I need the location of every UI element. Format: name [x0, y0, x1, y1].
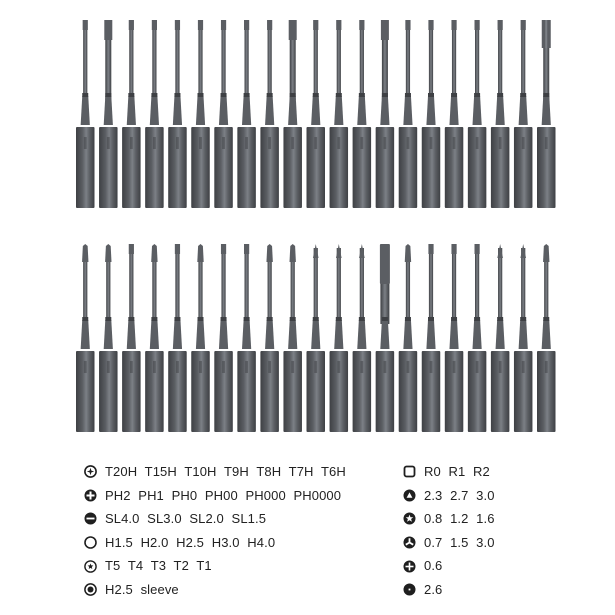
- bit-tri: [353, 244, 372, 432]
- bit-flat: [99, 20, 118, 208]
- bit-tri: [307, 244, 326, 432]
- bit-torx: [468, 20, 487, 208]
- legend-text: 0.7 1.5 3.0: [424, 534, 495, 550]
- bit-phillips: [99, 244, 118, 432]
- bit-phillips: [76, 244, 95, 432]
- legend-row-torx: [84, 460, 346, 484]
- legend-text: PH2 PH1 PH0 PH00 PH000 PH0000: [105, 487, 342, 503]
- bit-torx: [307, 20, 326, 208]
- bit-torx: [330, 20, 349, 208]
- bit-tri: [514, 244, 533, 432]
- legend-text: 0.6: [424, 558, 443, 574]
- phillips-icon: [84, 489, 97, 502]
- cross-y-icon: [403, 560, 416, 573]
- sleeve-icon: [84, 583, 97, 596]
- bit-torx: [353, 20, 372, 208]
- legend-text: 2.6: [424, 581, 443, 597]
- legend-row-slotted: [84, 507, 346, 531]
- bit-flat: [283, 20, 302, 208]
- bit-torx: [468, 244, 487, 432]
- bit-torx: [214, 20, 233, 208]
- bit-row-1: [76, 20, 556, 208]
- bit-sleeve: [376, 244, 395, 432]
- torx-icon: [84, 465, 97, 478]
- bit-torx: [491, 20, 510, 208]
- legend-row-hex: [84, 531, 346, 555]
- legend-text: T20H T15H T10H T9H T8H T7H T6H: [105, 464, 346, 479]
- legend-text: R0 R1 R2: [424, 464, 490, 479]
- legend-text: T5 T4 T3 T2 T1: [105, 558, 212, 574]
- legend-text: H1.5 H2.0 H2.5 H3.0 H4.0: [105, 534, 276, 550]
- bit-hex: [537, 20, 556, 208]
- bit-torx: [237, 20, 256, 208]
- legend-row-square: [403, 460, 495, 484]
- bit-torx: [514, 20, 533, 208]
- bit-phillips: [537, 244, 556, 432]
- bit-torx: [445, 20, 464, 208]
- legend-row-sleeve: [84, 578, 346, 602]
- bit-legend-left: [84, 460, 346, 602]
- bit-torx: [122, 20, 141, 208]
- bit-torx: [399, 20, 418, 208]
- legend-text: H2.5 sleeve: [105, 581, 179, 597]
- bit-tri: [491, 244, 510, 432]
- tri-wing-icon: [403, 536, 416, 549]
- bit-tri: [330, 244, 349, 432]
- bit-torx: [214, 244, 233, 432]
- bit-torx: [260, 20, 279, 208]
- bit-torx: [237, 244, 256, 432]
- legend-row-triangle: [403, 484, 495, 508]
- bit-torx: [168, 20, 187, 208]
- bit-phillips: [191, 244, 210, 432]
- triangle-icon: [403, 489, 416, 502]
- bit-torx: [422, 244, 441, 432]
- slot-round-icon: [403, 583, 416, 596]
- pentalobe-icon: [403, 512, 416, 525]
- bit-phillips: [260, 244, 279, 432]
- bit-torx: [168, 244, 187, 432]
- bit-torx: [122, 244, 141, 432]
- bit-phillips: [283, 244, 302, 432]
- bit-torx: [145, 20, 164, 208]
- legend-row-slot-round: [403, 578, 495, 602]
- bit-phillips: [399, 244, 418, 432]
- bit-torx: [422, 20, 441, 208]
- hex-icon: [84, 536, 97, 549]
- legend-row-phillips: [84, 484, 346, 508]
- slotted-icon: [84, 512, 97, 525]
- bit-phillips: [145, 244, 164, 432]
- legend-row-star-outline: [84, 554, 346, 578]
- legend-text: 0.8 1.2 1.6: [424, 511, 495, 527]
- bit-row-2: [76, 244, 556, 432]
- legend-row-pentalobe: [403, 507, 495, 531]
- legend-text: SL4.0 SL3.0 SL2.0 SL1.5: [105, 511, 267, 527]
- square-icon: [403, 465, 416, 478]
- bit-legend-right: [403, 460, 495, 602]
- bit-torx: [191, 20, 210, 208]
- bit-flat: [376, 20, 395, 208]
- star-outline-icon: [84, 560, 97, 573]
- legend-row-cross-y: [403, 554, 495, 578]
- legend-row-tri-wing: [403, 531, 495, 555]
- legend-text: 2.3 2.7 3.0: [424, 487, 495, 503]
- bit-torx: [76, 20, 95, 208]
- bit-torx: [445, 244, 464, 432]
